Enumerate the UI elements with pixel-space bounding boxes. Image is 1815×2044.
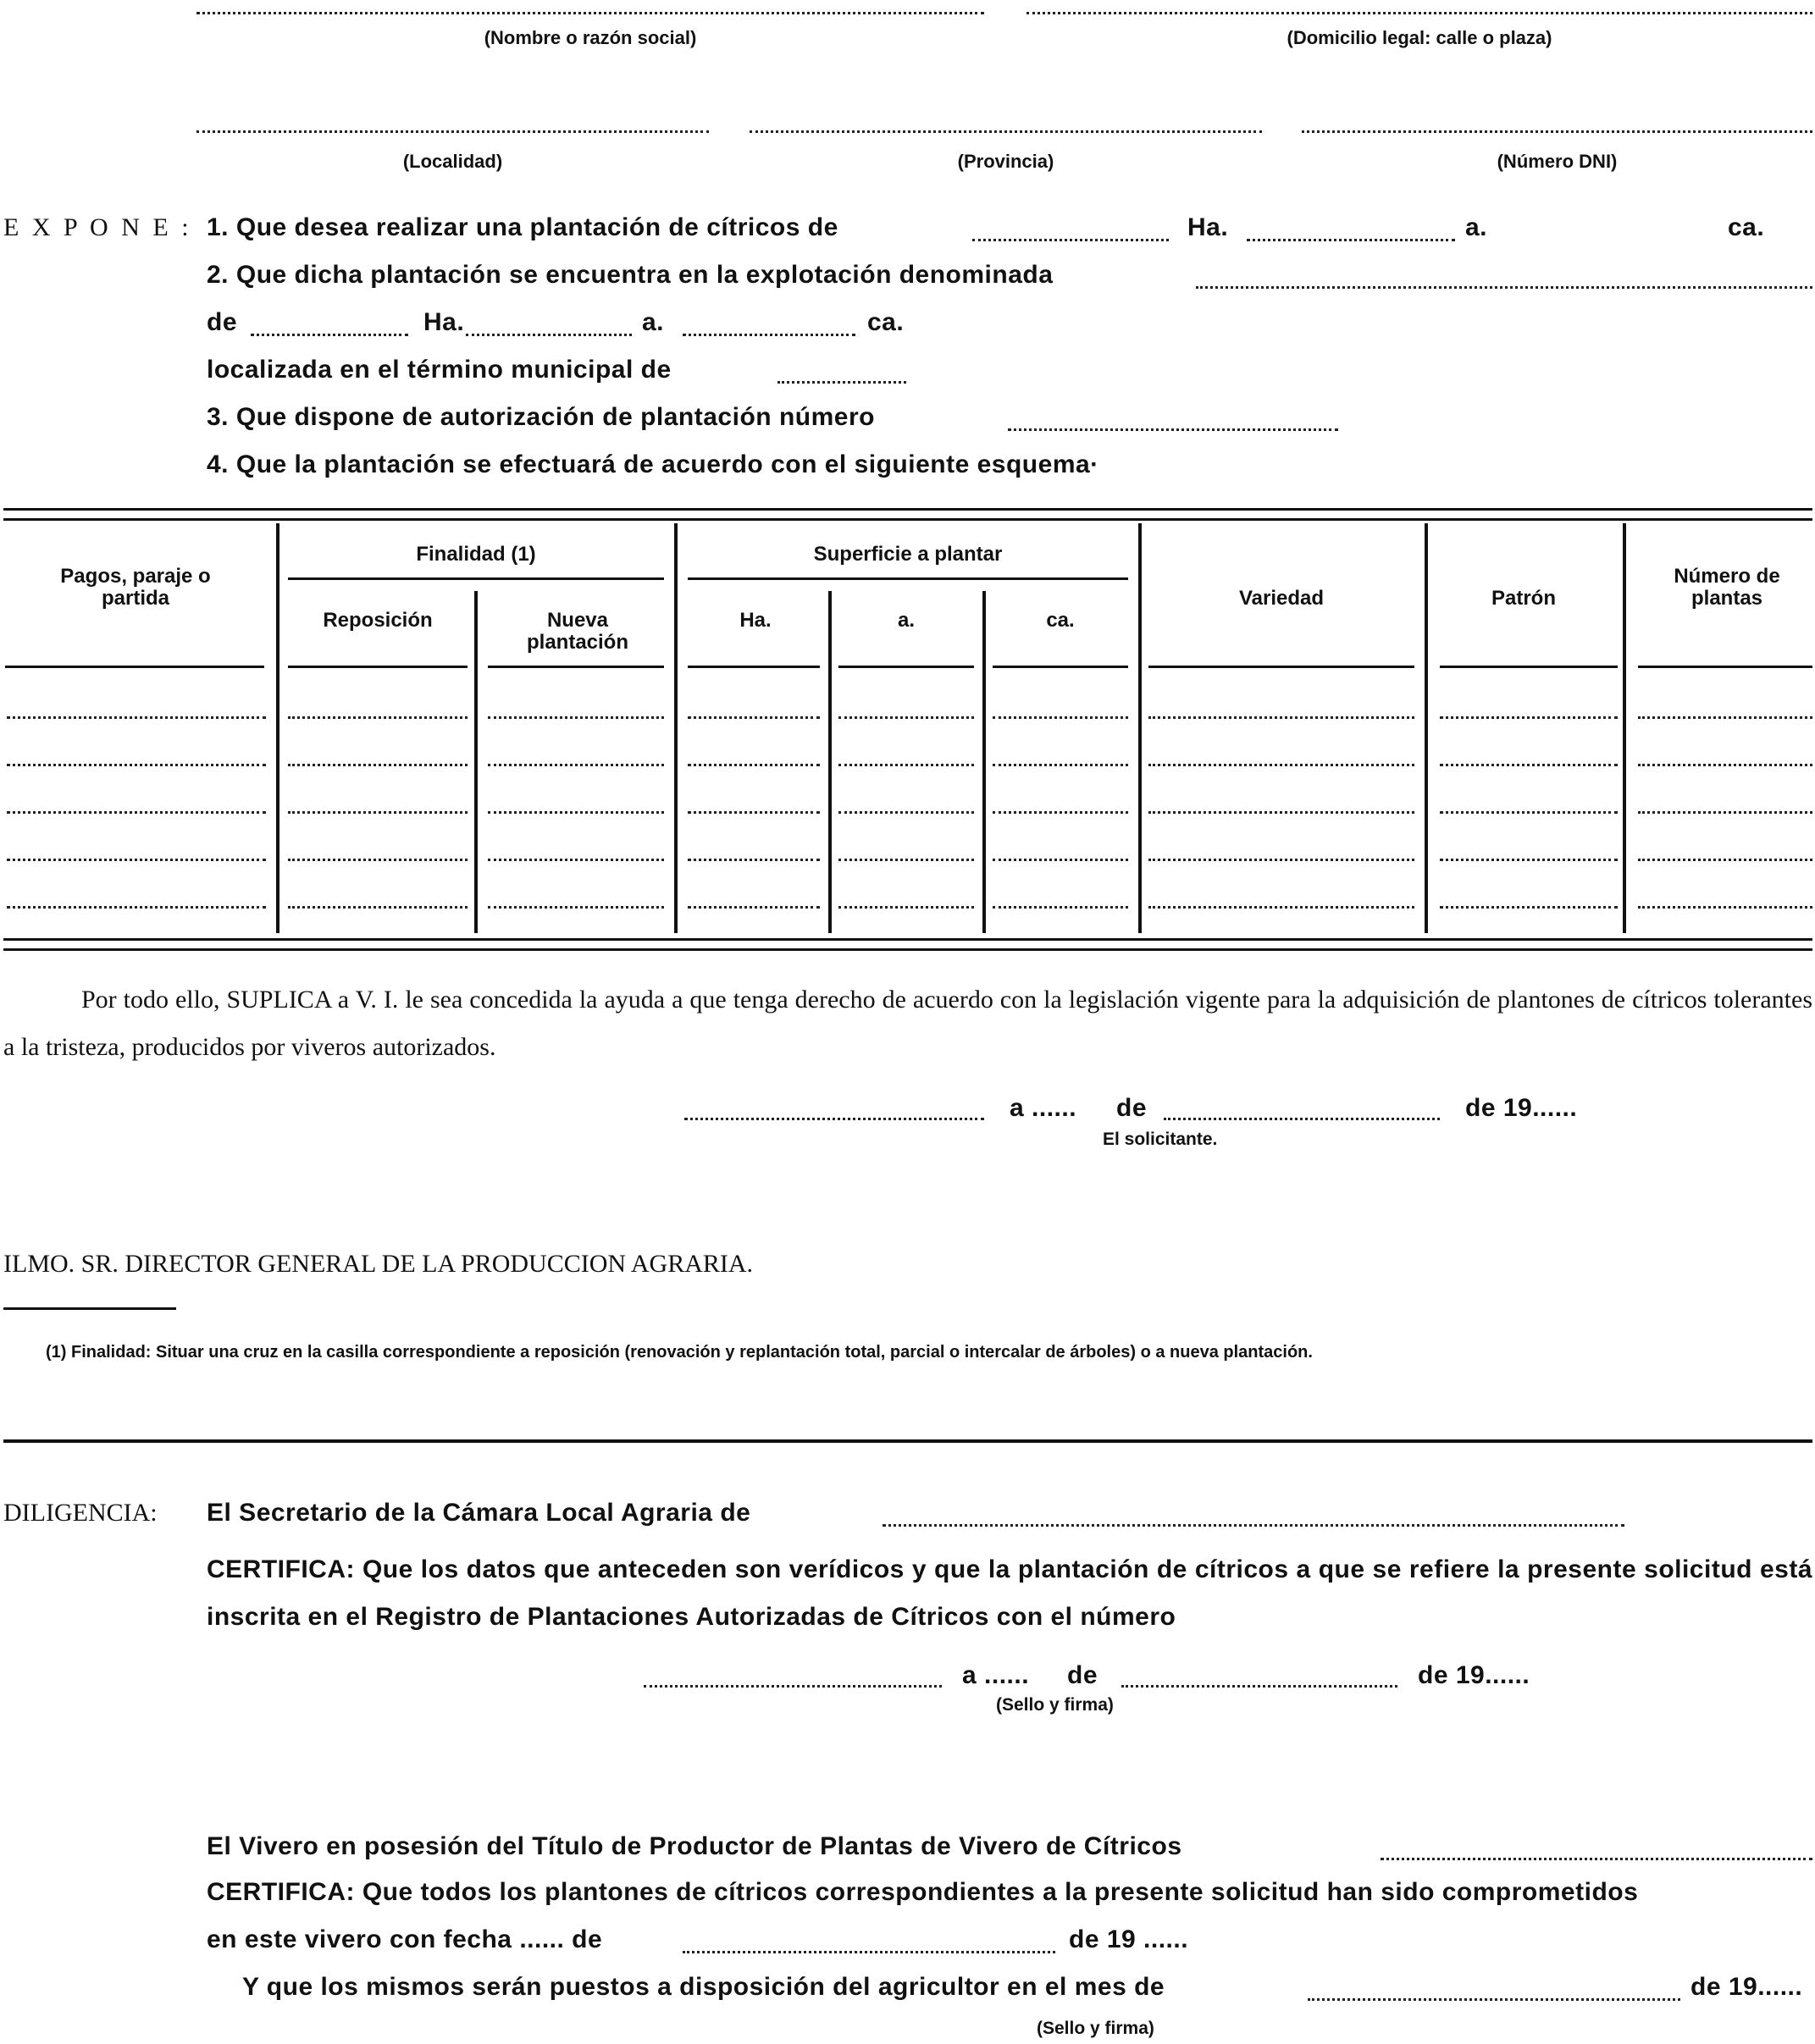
vivero-line3a: en este vivero con fecha ...... de — [207, 1925, 603, 1953]
diligencia-de19: de 19...... — [1418, 1661, 1530, 1689]
item1-ha-label: Ha. — [1187, 213, 1229, 241]
col-divider — [1138, 523, 1142, 933]
diligencia-mes-field[interactable] — [1121, 1685, 1397, 1688]
item2b-ca-field[interactable] — [683, 334, 855, 336]
nombre-field[interactable] — [196, 12, 984, 14]
col-divider — [982, 591, 986, 933]
cell-patron[interactable] — [1440, 906, 1618, 909]
cell-variedad[interactable] — [1148, 811, 1414, 814]
cell-ha[interactable] — [688, 716, 820, 719]
cell-pagos[interactable] — [7, 906, 266, 909]
group-rule — [688, 577, 1128, 580]
th-reposicion: Reposición — [323, 609, 433, 632]
item2b-de: de — [207, 308, 238, 336]
solicitud-de: de — [1116, 1094, 1148, 1122]
diligencia-lugar-field[interactable] — [644, 1685, 942, 1688]
item2b-ca: ca. — [867, 308, 905, 336]
diligencia-de: de — [1067, 1661, 1098, 1689]
municipio-field[interactable] — [777, 381, 906, 384]
cell-ca[interactable] — [993, 906, 1128, 909]
vivero-line4: Y que los mismos serán puestos a disposición del agricultor en el mes de — [242, 1973, 1165, 2001]
table-top-rule — [3, 508, 1812, 511]
cell-numero[interactable] — [1638, 764, 1812, 766]
cell-reposicion[interactable] — [288, 906, 468, 909]
solicitud-de19: de 19...... — [1465, 1094, 1578, 1122]
expone-label: E X P O N E : — [3, 213, 192, 241]
item1-a-label: a. — [1465, 213, 1488, 241]
col-divider — [474, 591, 478, 933]
solicitante-label: El solicitante. — [1103, 1130, 1218, 1149]
cell-ha[interactable] — [688, 859, 820, 861]
cell-ca[interactable] — [993, 764, 1128, 766]
cell-ca[interactable] — [993, 716, 1128, 719]
dni-caption: (Número DNI) — [1497, 151, 1618, 172]
group-rule — [288, 577, 664, 580]
item1-ca-label: ca. — [1728, 213, 1765, 241]
item2b-a: a. — [642, 308, 665, 336]
solicitud-a: a ...... — [1010, 1094, 1077, 1122]
vivero-sello: (Sello y firma) — [1037, 2019, 1154, 2038]
cell-nueva[interactable] — [488, 811, 664, 814]
cell-a[interactable] — [838, 811, 974, 814]
col-divider — [1425, 523, 1428, 933]
col-divider — [1623, 523, 1626, 933]
item2b-ha-field[interactable] — [251, 334, 408, 336]
header-underline — [5, 666, 264, 668]
localidad-field[interactable] — [196, 130, 709, 133]
th-superficie: Superficie a plantar — [813, 543, 1003, 566]
th-ca: ca. — [1046, 609, 1075, 632]
th-patron: Patrón — [1491, 587, 1556, 610]
diligencia-sello: (Sello y firma) — [996, 1695, 1114, 1715]
suplica-text: Por todo ello, SUPLICA a V. I. le sea concedida la ayuda a que tenga derecho de acuerdo con la legislación vigente para la adquisición de plantones de cítricos tolerantes a la tristeza, producidos por viveros autorizados. — [3, 986, 1812, 1061]
header-underline — [1638, 666, 1812, 668]
vivero-line4b: de 19...... — [1690, 1973, 1803, 2001]
cell-a[interactable] — [838, 764, 974, 766]
cell-patron[interactable] — [1440, 764, 1618, 766]
cell-pagos[interactable] — [7, 811, 266, 814]
cell-patron[interactable] — [1440, 716, 1618, 719]
header-underline — [488, 666, 664, 668]
section-divider — [3, 1439, 1812, 1443]
header-underline — [1148, 666, 1414, 668]
vivero-field[interactable] — [1381, 1858, 1812, 1860]
cell-numero[interactable] — [1638, 811, 1812, 814]
th-finalidad: Finalidad (1) — [416, 543, 536, 566]
cell-ca[interactable] — [993, 859, 1128, 861]
expone-item-2: 2. Que dicha plantación se encuentra en la explotación denominada — [207, 261, 1054, 289]
cell-ha[interactable] — [688, 764, 820, 766]
cell-nueva[interactable] — [488, 906, 664, 909]
nombre-caption: (Nombre o razón social) — [484, 27, 697, 48]
item1-a-field[interactable] — [1247, 239, 1455, 241]
diligencia-a: a ...... — [962, 1661, 1030, 1689]
th-variedad: Variedad — [1238, 587, 1325, 610]
item1-ha-field[interactable] — [972, 239, 1169, 241]
cell-pagos[interactable] — [7, 859, 266, 861]
table-bottom-rule-2 — [3, 948, 1812, 951]
cell-pagos[interactable] — [7, 764, 266, 766]
col-divider — [276, 523, 279, 933]
cell-nueva[interactable] — [488, 859, 664, 861]
vivero-line1: El Vivero en posesión del Título de Productor de Plantas de Vivero de Cítricos — [207, 1832, 1182, 1860]
cell-patron[interactable] — [1440, 811, 1618, 814]
solicitud-mes-field[interactable] — [1164, 1118, 1440, 1120]
diligencia-label: DILIGENCIA: — [3, 1499, 158, 1527]
cell-a[interactable] — [838, 906, 974, 909]
cell-reposicion[interactable] — [288, 716, 468, 719]
cell-a[interactable] — [838, 859, 974, 861]
cell-ha[interactable] — [688, 906, 820, 909]
vivero-line3b: de 19 ...... — [1069, 1925, 1189, 1953]
localidad-caption: (Localidad) — [402, 151, 503, 172]
cell-reposicion[interactable] — [288, 764, 468, 766]
item2b-ha: Ha. — [423, 308, 465, 336]
header-underline — [838, 666, 974, 668]
cell-a[interactable] — [838, 716, 974, 719]
cell-reposicion[interactable] — [288, 811, 468, 814]
diligencia-certifica: CERTIFICA: Que los datos que anteceden son verídicos y que la plantación de cítricos a que se refiere la presente solicitud está inscrita en el Registro de Plantaciones Autorizadas de Cítricos con el número — [207, 1555, 1812, 1631]
domicilio-caption: (Domicilio legal: calle o plaza) — [1287, 27, 1552, 48]
cell-ha[interactable] — [688, 811, 820, 814]
footnote: (1) Finalidad: Situar una cruz en la casilla correspondiente a reposición (renovación y replantación total, parcial o intercalar de árboles) o a nueva plantación. — [46, 1343, 1313, 1362]
th-ha: Ha. — [739, 609, 772, 632]
diligencia-line1: El Secretario de la Cámara Local Agraria de — [207, 1499, 751, 1527]
cell-pagos[interactable] — [7, 716, 266, 719]
autorizacion-field[interactable] — [1008, 428, 1338, 431]
cell-variedad[interactable] — [1148, 859, 1414, 861]
col-divider — [674, 523, 678, 933]
th-numero: Número de plantas — [1674, 565, 1780, 610]
cell-numero[interactable] — [1638, 906, 1812, 909]
provincia-caption: (Provincia) — [957, 151, 1054, 172]
item2b-a-field[interactable] — [466, 334, 632, 336]
cell-numero[interactable] — [1638, 716, 1812, 719]
cell-reposicion[interactable] — [288, 859, 468, 861]
provincia-field[interactable] — [750, 130, 1262, 133]
solicitud-lugar-field[interactable] — [684, 1118, 984, 1120]
header-underline — [993, 666, 1128, 668]
th-pagos: Pagos, paraje o partida — [60, 565, 211, 610]
col-divider — [828, 591, 832, 933]
table-bottom-rule — [3, 938, 1812, 941]
expone-item-1: 1. Que desea realizar una plantación de cítricos de — [207, 213, 838, 241]
expone-item-2c: localizada en el término municipal de — [207, 356, 672, 384]
vivero-mes-field[interactable] — [1308, 1998, 1680, 2001]
addressee: ILMO. SR. DIRECTOR GENERAL DE LA PRODUCCION AGRARIA. — [3, 1250, 754, 1278]
cell-ca[interactable] — [993, 811, 1128, 814]
th-nueva: Nueva plantación — [526, 609, 628, 654]
domicilio-field[interactable] — [1026, 12, 1812, 14]
cell-variedad[interactable] — [1148, 764, 1414, 766]
expone-item-4: 4. Que la plantación se efectuará de acuerdo con el siguiente esquema· — [207, 450, 1099, 478]
cell-variedad[interactable] — [1148, 716, 1414, 719]
cell-nueva[interactable] — [488, 764, 664, 766]
cell-patron[interactable] — [1440, 859, 1618, 861]
header-underline — [1440, 666, 1618, 668]
header-underline — [688, 666, 820, 668]
vivero-certifica: CERTIFICA: Que todos los plantones de cítricos correspondientes a la presente solicitud han sido comprometidos — [207, 1878, 1639, 1906]
table-top-rule-2 — [3, 518, 1812, 521]
cell-numero[interactable] — [1638, 859, 1812, 861]
vivero-fecha-mes-field[interactable] — [683, 1951, 1055, 1953]
expone-item-3: 3. Que dispone de autorización de plantación número — [207, 403, 875, 431]
dni-field[interactable] — [1302, 130, 1812, 133]
cell-nueva[interactable] — [488, 716, 664, 719]
explotacion-field[interactable] — [1196, 286, 1812, 289]
cell-variedad[interactable] — [1148, 906, 1414, 909]
camara-field[interactable] — [883, 1524, 1624, 1527]
footnote-rule — [3, 1307, 176, 1310]
header-underline — [288, 666, 468, 668]
th-a: a. — [897, 609, 915, 632]
